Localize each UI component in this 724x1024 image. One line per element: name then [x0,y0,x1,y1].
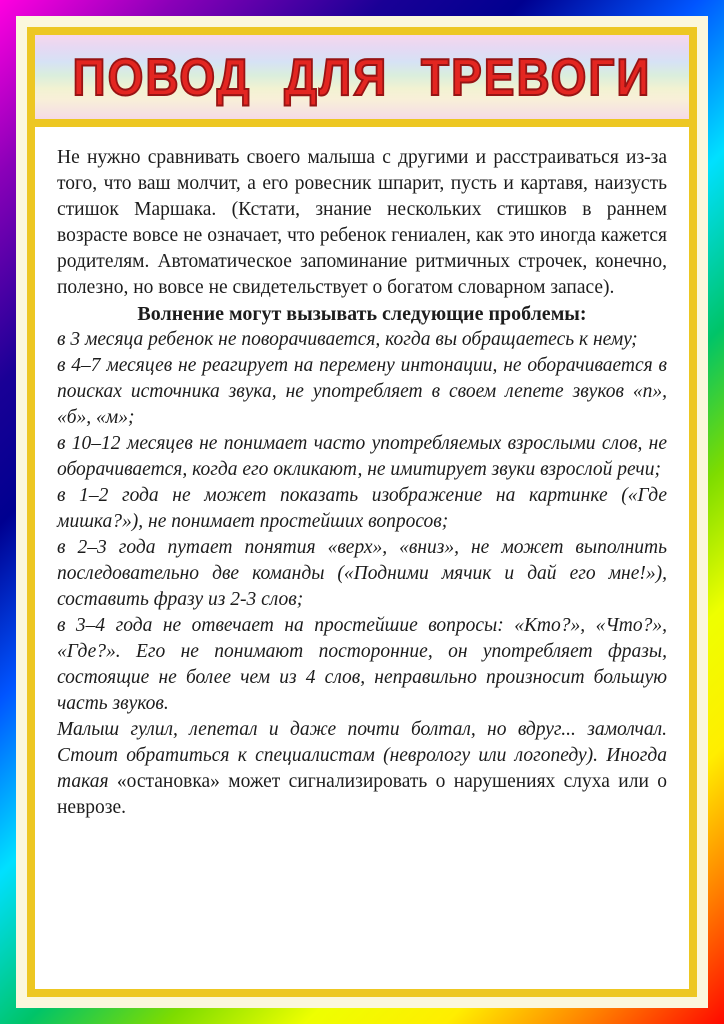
problem-item-3-4-years: в 3–4 года не отвечает на простейшие вопросы: «Кто?», «Что?», «Где?». Его не понимают посторонние, он употребляет фразы, состоящие не более чем из 4 слов, неправильно произносит большую часть звуков. [57,615,667,714]
problem-item-2-3-years: в 2–3 года путает понятия «верх», «вниз», не может выполнить последовательно две команды («Подними мячик и дай его мне!»), составить фразу из 2-3 слов; [57,537,667,610]
page-title: ПОВОД ДЛЯ ТРЕВОГИ [72,47,652,107]
subheading: Волнение могут вызывать следующие проблемы: [137,303,587,325]
intro-paragraph: Не нужно сравнивать своего малыша с другими и расстраиваться из-за того, что ваш молчит, а его ровесник шпарит, пусть и картавя, наизусть стишок Маршака. (Кстати, знание нескольких стишков в раннем возрасте вовсе не означает, что ребенок гениален, как это иногда кажется родителям. Автоматическое запоминание ритмичных строчек, конечно, полезно, но вовсе не свидетельствует о богатом словарном запасе). [57,147,667,298]
closing-regular-text: «остановка» может сигнализировать о нарушениях слуха или о неврозе. [57,771,667,818]
closing-italic-text: Малыш гулил, лепетал и даже почти болтал, но вдруг... замолчал. Стоит обратиться к специалистам (неврологу или логопеду). Иногда такая [57,719,667,792]
problem-item-3-months: в 3 месяца ребенок не поворачивается, когда вы обращаетесь к нему; [57,329,638,350]
problem-item-4-7-months: в 4–7 месяцев не реагирует на перемену интонации, не оборачивается в поисках источника звука, не употребляет в своем лепете звуков «п», «б», «м»; [57,355,667,428]
content-area [35,127,689,989]
cream-frame [16,16,708,1008]
problem-item-10-12-months: в 10–12 месяцев не понимает часто употребляемых взрослыми слов, не оборачивается, когда его окликают, не имитирует звуки взрослой речи; [57,433,667,480]
problem-item-1-2-years: в 1–2 года не может показать изображение на картинке («Где мишка?»), не понимает простейших вопросов; [57,485,667,532]
gold-frame [27,27,697,997]
closing-paragraph [57,717,667,821]
header-banner [35,35,689,127]
